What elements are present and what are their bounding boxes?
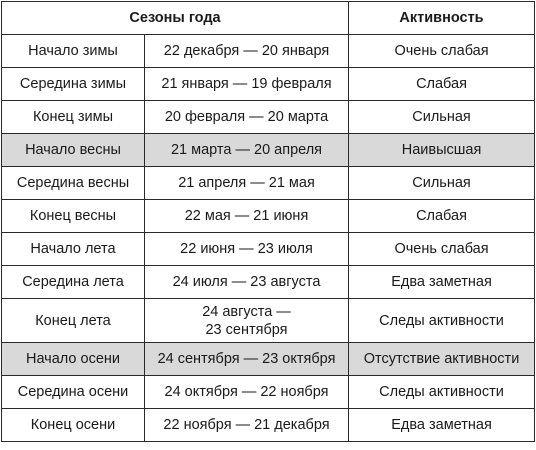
header-activity: Активность: [349, 2, 535, 35]
date-range: 20 февраля — 20 марта: [145, 101, 349, 134]
date-range: 22 декабря — 20 января: [145, 35, 349, 68]
table-row: [2, 35, 535, 68]
seasons-activity-table: [1, 1, 535, 442]
season-name: Начало весны: [2, 134, 145, 167]
season-name: Середина осени: [2, 376, 145, 409]
activity-level: Сильная: [349, 167, 535, 200]
table-row: [2, 376, 535, 409]
date-range: 24 августа — 23 сентября: [145, 299, 349, 343]
table-row: [2, 409, 535, 442]
table-row: [2, 101, 535, 134]
activity-level: Отсутствие активности: [349, 343, 535, 376]
activity-level: Очень слабая: [349, 233, 535, 266]
season-name: Начало лета: [2, 233, 145, 266]
activity-level: Едва заметная: [349, 409, 535, 442]
date-range: 21 марта — 20 апреля: [145, 134, 349, 167]
activity-level: Очень слабая: [349, 35, 535, 68]
activity-level: Слабая: [349, 68, 535, 101]
table-row: [2, 167, 535, 200]
activity-level: Сильная: [349, 101, 535, 134]
activity-level: Едва заметная: [349, 266, 535, 299]
table-header-row: [2, 2, 535, 35]
table-row-highlighted: [2, 343, 535, 376]
table-row: [2, 68, 535, 101]
season-name: Конец весны: [2, 200, 145, 233]
date-range: 22 мая — 21 июня: [145, 200, 349, 233]
activity-level: Следы активности: [349, 376, 535, 409]
table-row: [2, 266, 535, 299]
date-range: 24 июля — 23 августа: [145, 266, 349, 299]
date-range: 22 июня — 23 июля: [145, 233, 349, 266]
season-name: Середина весны: [2, 167, 145, 200]
season-name: Начало зимы: [2, 35, 145, 68]
activity-level: Наивысшая: [349, 134, 535, 167]
table-row: [2, 299, 535, 343]
date-range: 21 апреля — 21 мая: [145, 167, 349, 200]
date-range: 21 января — 19 февраля: [145, 68, 349, 101]
season-name: Конец лета: [2, 299, 145, 343]
season-name: Конец зимы: [2, 101, 145, 134]
season-name: Середина лета: [2, 266, 145, 299]
season-name: Начало осени: [2, 343, 145, 376]
activity-level: Следы активности: [349, 299, 535, 343]
table-row: [2, 200, 535, 233]
header-seasons: Сезоны года: [2, 2, 349, 35]
table-row-highlighted: [2, 134, 535, 167]
date-range: 24 октября — 22 ноября: [145, 376, 349, 409]
date-range: 22 ноября — 21 декабря: [145, 409, 349, 442]
season-name: Конец осени: [2, 409, 145, 442]
table-row: [2, 233, 535, 266]
season-name: Середина зимы: [2, 68, 145, 101]
date-range: 24 сентября — 23 октября: [145, 343, 349, 376]
activity-level: Слабая: [349, 200, 535, 233]
